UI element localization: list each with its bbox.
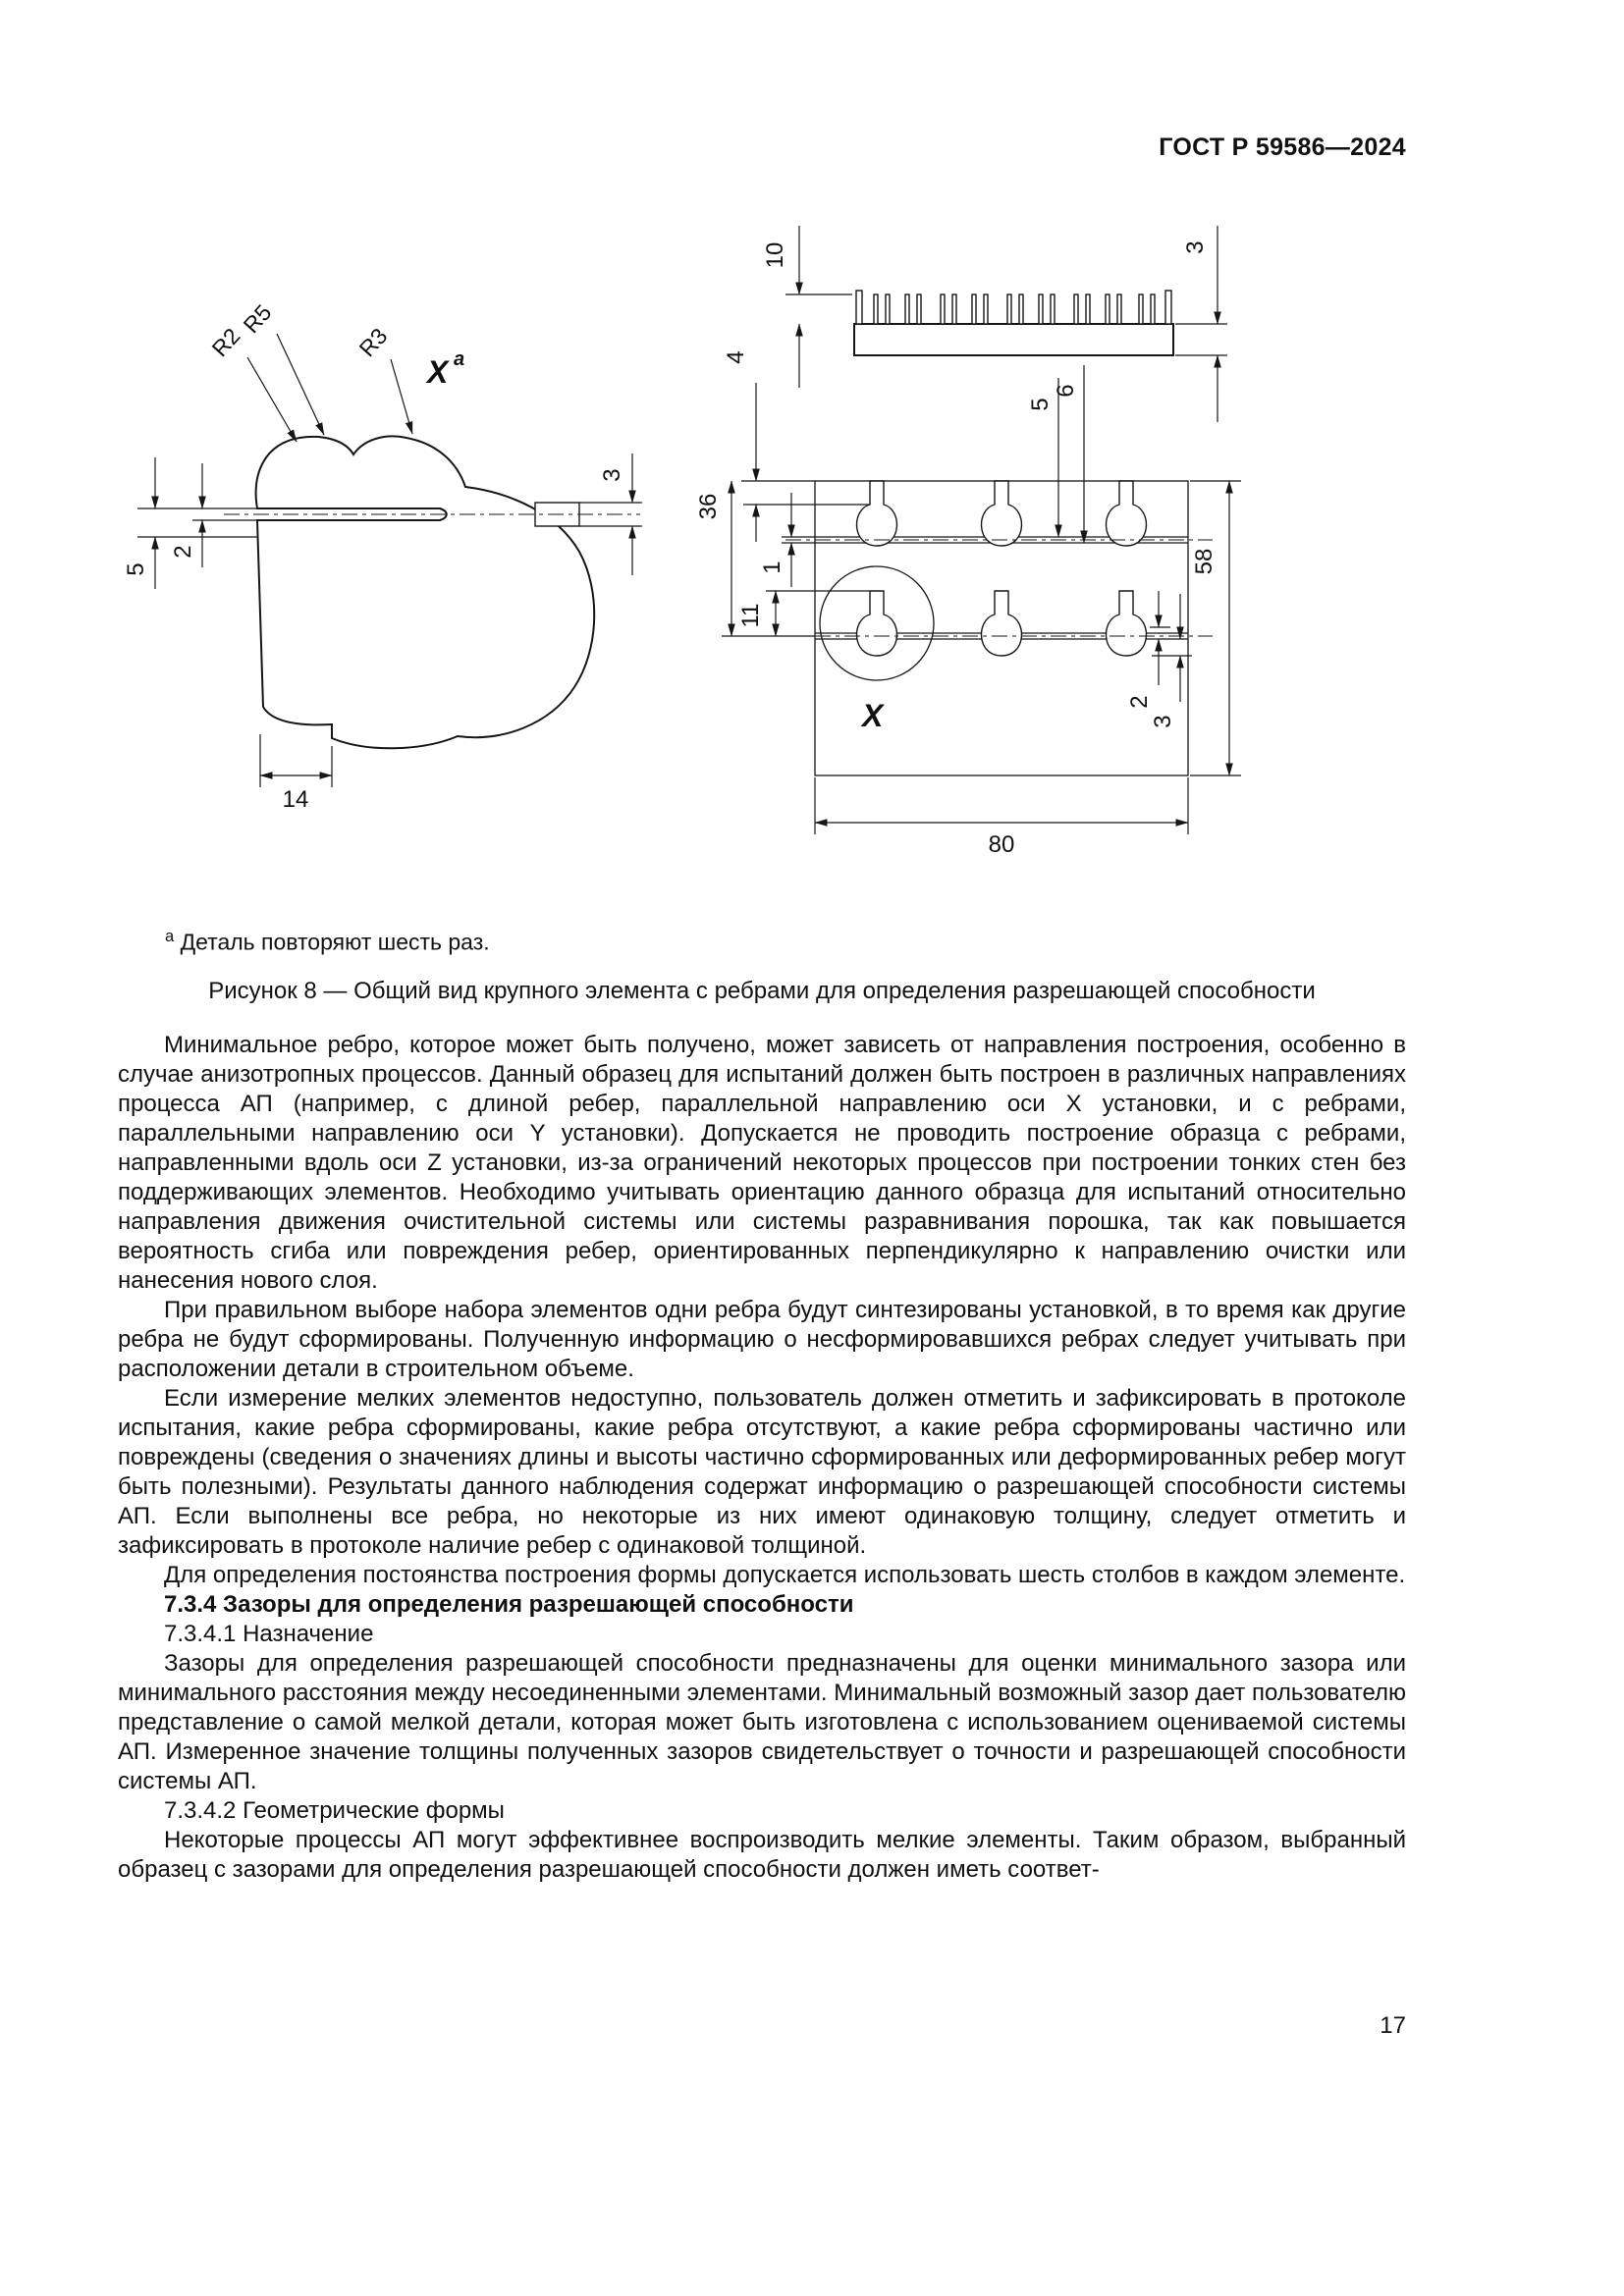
radius-leaders	[207, 299, 412, 442]
dimension-58	[1190, 481, 1241, 775]
dim-3-label: 3	[1182, 240, 1209, 254]
dim-14-label: 14	[282, 786, 309, 813]
section-heading-7-3-4: 7.3.4 Зазоры для определения разрешающей способности	[164, 1591, 854, 1618]
plan-x-label: X	[862, 698, 884, 733]
dimension-11	[737, 591, 870, 636]
dimension-4	[723, 350, 870, 542]
detail-view-title-sup: a	[454, 348, 465, 370]
rib-lines	[874, 294, 1155, 324]
detail-view-x	[123, 299, 642, 813]
document-body	[118, 1031, 1406, 1885]
radius-r2-label: R2	[206, 323, 245, 362]
dimension-10	[762, 226, 852, 388]
paragraph: При правильном выборе набора элементов одни ребра будут синтезированы установкой, в то время как другие ребра не будут сформированы. Полученную информацию о несформировавшихся ребрах следует учитывать при расположении детали в строительном объеме.	[118, 1297, 1406, 1382]
paragraph: Если измерение мелких элементов недоступно, пользователь должен отметить и зафиксировать в протоколе испытания, какие ребра сформированы, какие ребра отсутствуют, а какие ребра сформированы частично или повреждены (сведения о значениях длины и высоты частично сформированных или деформированных ребер могут быть полезными). Результаты данного наблюдения содержат информацию о разрешающей способности системы АП. Если выполнены все ребра, но некоторые из них имеют одинаковую толщину, следует отметить и зафиксировать в протоколе наличие ребер с одинаковой толщиной.	[118, 1385, 1406, 1559]
subsection-7-3-4-1: 7.3.4.1 Назначение	[164, 1621, 374, 1647]
paragraph: Некоторые процессы АП могут эффективнее воспроизводить мелкие элементы. Таким образом, выбранный образец с зазорами для определения разрешающей способности должен иметь соответ-	[118, 1827, 1406, 1883]
dim-6-plan-label: 6	[1053, 384, 1079, 398]
footnote-marker: a	[165, 927, 175, 945]
dim-11-label: 11	[737, 603, 764, 628]
rib-elements-bottom-row	[857, 591, 1147, 656]
dimension-14	[260, 734, 332, 813]
dimension-6-plan	[1053, 365, 1084, 543]
document-header: ГОСТ Р 59586—2024	[1159, 133, 1406, 161]
dim-10-label: 10	[762, 241, 788, 269]
dim-1-label: 1	[759, 561, 785, 574]
dim-3-detail-label: 3	[599, 468, 625, 482]
dimension-2-detail	[170, 463, 257, 567]
radius-r5-label: R5	[238, 299, 277, 339]
dim-80-label: 80	[988, 831, 1015, 858]
figure-caption: Рисунок 8 — Общий вид крупного элемента с ребрами для определения разрешающей способности	[208, 978, 1316, 1004]
dim-36-label: 36	[695, 493, 722, 520]
dimension-5-detail	[123, 457, 257, 589]
subsection-7-3-4-2: 7.3.4.2 Геометрические формы	[164, 1797, 505, 1824]
page-number: 17	[1380, 2012, 1406, 2039]
dim-2-label: 2	[170, 545, 196, 559]
dimension-3-plan	[1150, 594, 1192, 728]
detail-outline	[256, 436, 595, 748]
dim-5-label: 5	[123, 562, 149, 576]
side-elevation-view	[762, 226, 1227, 422]
dim-2-plan-label: 2	[1126, 695, 1153, 709]
dimension-5-plan	[1027, 378, 1058, 537]
dimension-80	[815, 777, 1188, 858]
dim-5-plan-label: 5	[1027, 398, 1054, 411]
dimension-3-base	[1175, 226, 1227, 422]
dim-58-label: 58	[1191, 548, 1218, 575]
figure-8-drawing	[0, 196, 1624, 864]
radius-r3-label: R3	[353, 323, 393, 362]
figure-footnote	[165, 927, 1406, 956]
dim-4-label: 4	[723, 350, 749, 364]
rib-elements-top-row	[857, 481, 1147, 546]
figure-8	[0, 196, 1624, 864]
paragraph: Зазоры для определения разрешающей способности предназначены для оценки минимального зазора или минимального расстояния между несоединенными элементами. Минимальный возможный зазор дает пользователю представление о самой мелкой детали, которая может быть изготовлена с использованием оцениваемой системы АП. Измеренное значение толщины полученных зазоров свидетельствует о точности и разрешающей способности системы АП.	[118, 1650, 1406, 1794]
dim-3-plan-label: 3	[1150, 715, 1176, 728]
detail-view-title: X	[427, 354, 449, 390]
footnote-text: Деталь повторяют шесть раз.	[174, 929, 490, 955]
paragraph: Для определения постоянства построения формы допускается использовать шесть столбов в каждом элементе.	[164, 1562, 1406, 1588]
plan-view	[695, 350, 1241, 858]
paragraph: Минимальное ребро, которое может быть получено, может зависеть от направления построения, особенно в случае анизотропных процессов. Данный образец для испытаний должен быть построен в различных направлениях процесса АП (например, с длиной ребер, параллельной направлению оси X установки, и с ребрами, параллельными направлению оси Y установки). Допускается не проводить построение образца с ребрами, направленными вдоль оси Z установки, из-за ограничений некоторых процессов при построении тонких стен без поддерживающих элементов. Необходимо учитывать ориентацию данного образца для испытаний относительно направления движения очистительной системы или системы разравнивания порошка, так как повышается вероятность сгиба или повреждения ребер, ориентированных перпендикулярно к направлению очистки или нанесения нового слоя.	[118, 1032, 1406, 1294]
